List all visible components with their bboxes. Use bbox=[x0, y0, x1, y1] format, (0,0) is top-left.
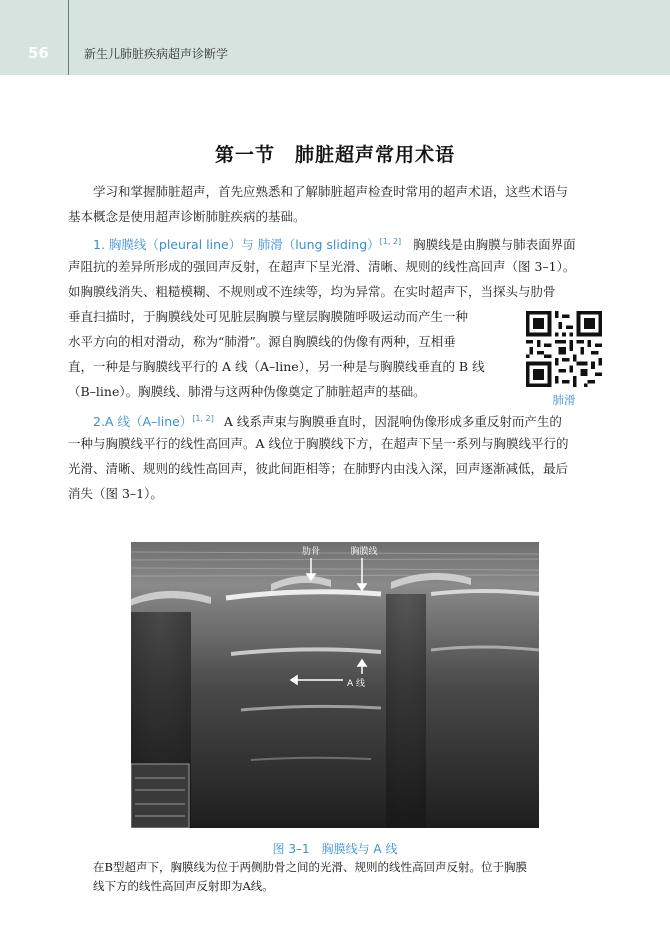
ultrasound-figure bbox=[131, 542, 539, 828]
term1-line-6: 直，一种是与胸膜线平行的 A 线（A–line），另一种是与胸膜线垂直的 B 线 bbox=[68, 359, 485, 374]
term2-line-2: 一种与胸膜线平行的线性高回声。A 线位于胸膜线下方，在超声下呈一系列与胸膜线平行的 bbox=[68, 436, 569, 451]
section-title: 第一节 肺脏超声常用术语 bbox=[214, 144, 455, 166]
term1-heading: 1. 胸膜线（pleural line）与 肺滑（lung sliding） bbox=[93, 237, 380, 253]
header-divider bbox=[68, 0, 69, 75]
term2-line-4: 消失（图 3–1）。 bbox=[68, 486, 163, 501]
intro-line-2: 基本概念是使用超声诊断肺脏疾病的基础。 bbox=[68, 209, 306, 224]
term1-line1-text: 胸膜线是由胸膜与肺表面界面 bbox=[413, 237, 576, 253]
figure-note bbox=[93, 858, 583, 896]
term2-first-line bbox=[93, 407, 562, 435]
term1-line-7: （B–line）。胸膜线、肺滑与这两种伪像奠定了肺脏超声的基础。 bbox=[68, 384, 426, 399]
figure-note-line-1: 在B型超声下，胸膜线为位于两侧肋骨之间的光滑、规则的线性高回声反射。位于胸膜 bbox=[93, 860, 527, 874]
term1-line-3: 如胸膜线消失、粗糙模糊、不规则或不连续等，均为异常。在实时超声下，当探头与肋骨 bbox=[68, 284, 556, 299]
term2-line-3: 光滑、清晰、规则的线性高回声，彼此间距相等；在肺野内由浅入深，回声逐渐减低，最后 bbox=[68, 461, 569, 476]
term1-line-5: 水平方向的相对滑动，称为“肺滑”。源自胸膜线的伪像有两种，互相垂 bbox=[68, 334, 456, 349]
term1-first-line bbox=[93, 230, 576, 258]
term2-line1-text: A 线系声束与胸膜垂直时，因混响伪像形成多重反射而产生的 bbox=[223, 414, 562, 430]
ultrasound-image bbox=[131, 542, 539, 828]
page-header bbox=[0, 0, 670, 75]
term1-reference: [1, 2] bbox=[379, 237, 402, 246]
figure-caption: 图 3–1 胸膜线与 A 线 bbox=[272, 842, 398, 856]
qr-code[interactable] bbox=[526, 311, 602, 387]
term1-line-2: 声阻抗的差异所形成的强回声反射，在超声下呈光滑、清晰、规则的线性高回声（图 3–1）。 bbox=[68, 259, 576, 274]
term2-reference: [1, 2] bbox=[192, 414, 214, 423]
term1-line-4: 垂直扫描时，于胸膜线处可见脏层胸膜与壁层胸膜随呼吸运动而产生一种 bbox=[68, 309, 469, 324]
page-number: 56 bbox=[28, 44, 49, 62]
term2-heading: 2.A 线（A–line） bbox=[93, 414, 193, 430]
running-title: 新生儿肺脏疾病超声诊断学 bbox=[84, 47, 229, 61]
label-a-line: A 线 bbox=[346, 679, 366, 689]
figure-note-line-2: 线下方的线性高回声反射即为A线。 bbox=[93, 879, 274, 893]
inset-thumbnail bbox=[131, 764, 189, 828]
label-rib: 肋骨 bbox=[301, 547, 321, 557]
qr-label: 肺滑 bbox=[552, 393, 576, 407]
intro-line-1: 学习和掌握肺脏超声，首先应熟悉和了解肺脏超声检查时常用的超声术语，这些术语与 bbox=[93, 184, 569, 199]
label-pleural-line: 胸膜线 bbox=[350, 547, 378, 557]
